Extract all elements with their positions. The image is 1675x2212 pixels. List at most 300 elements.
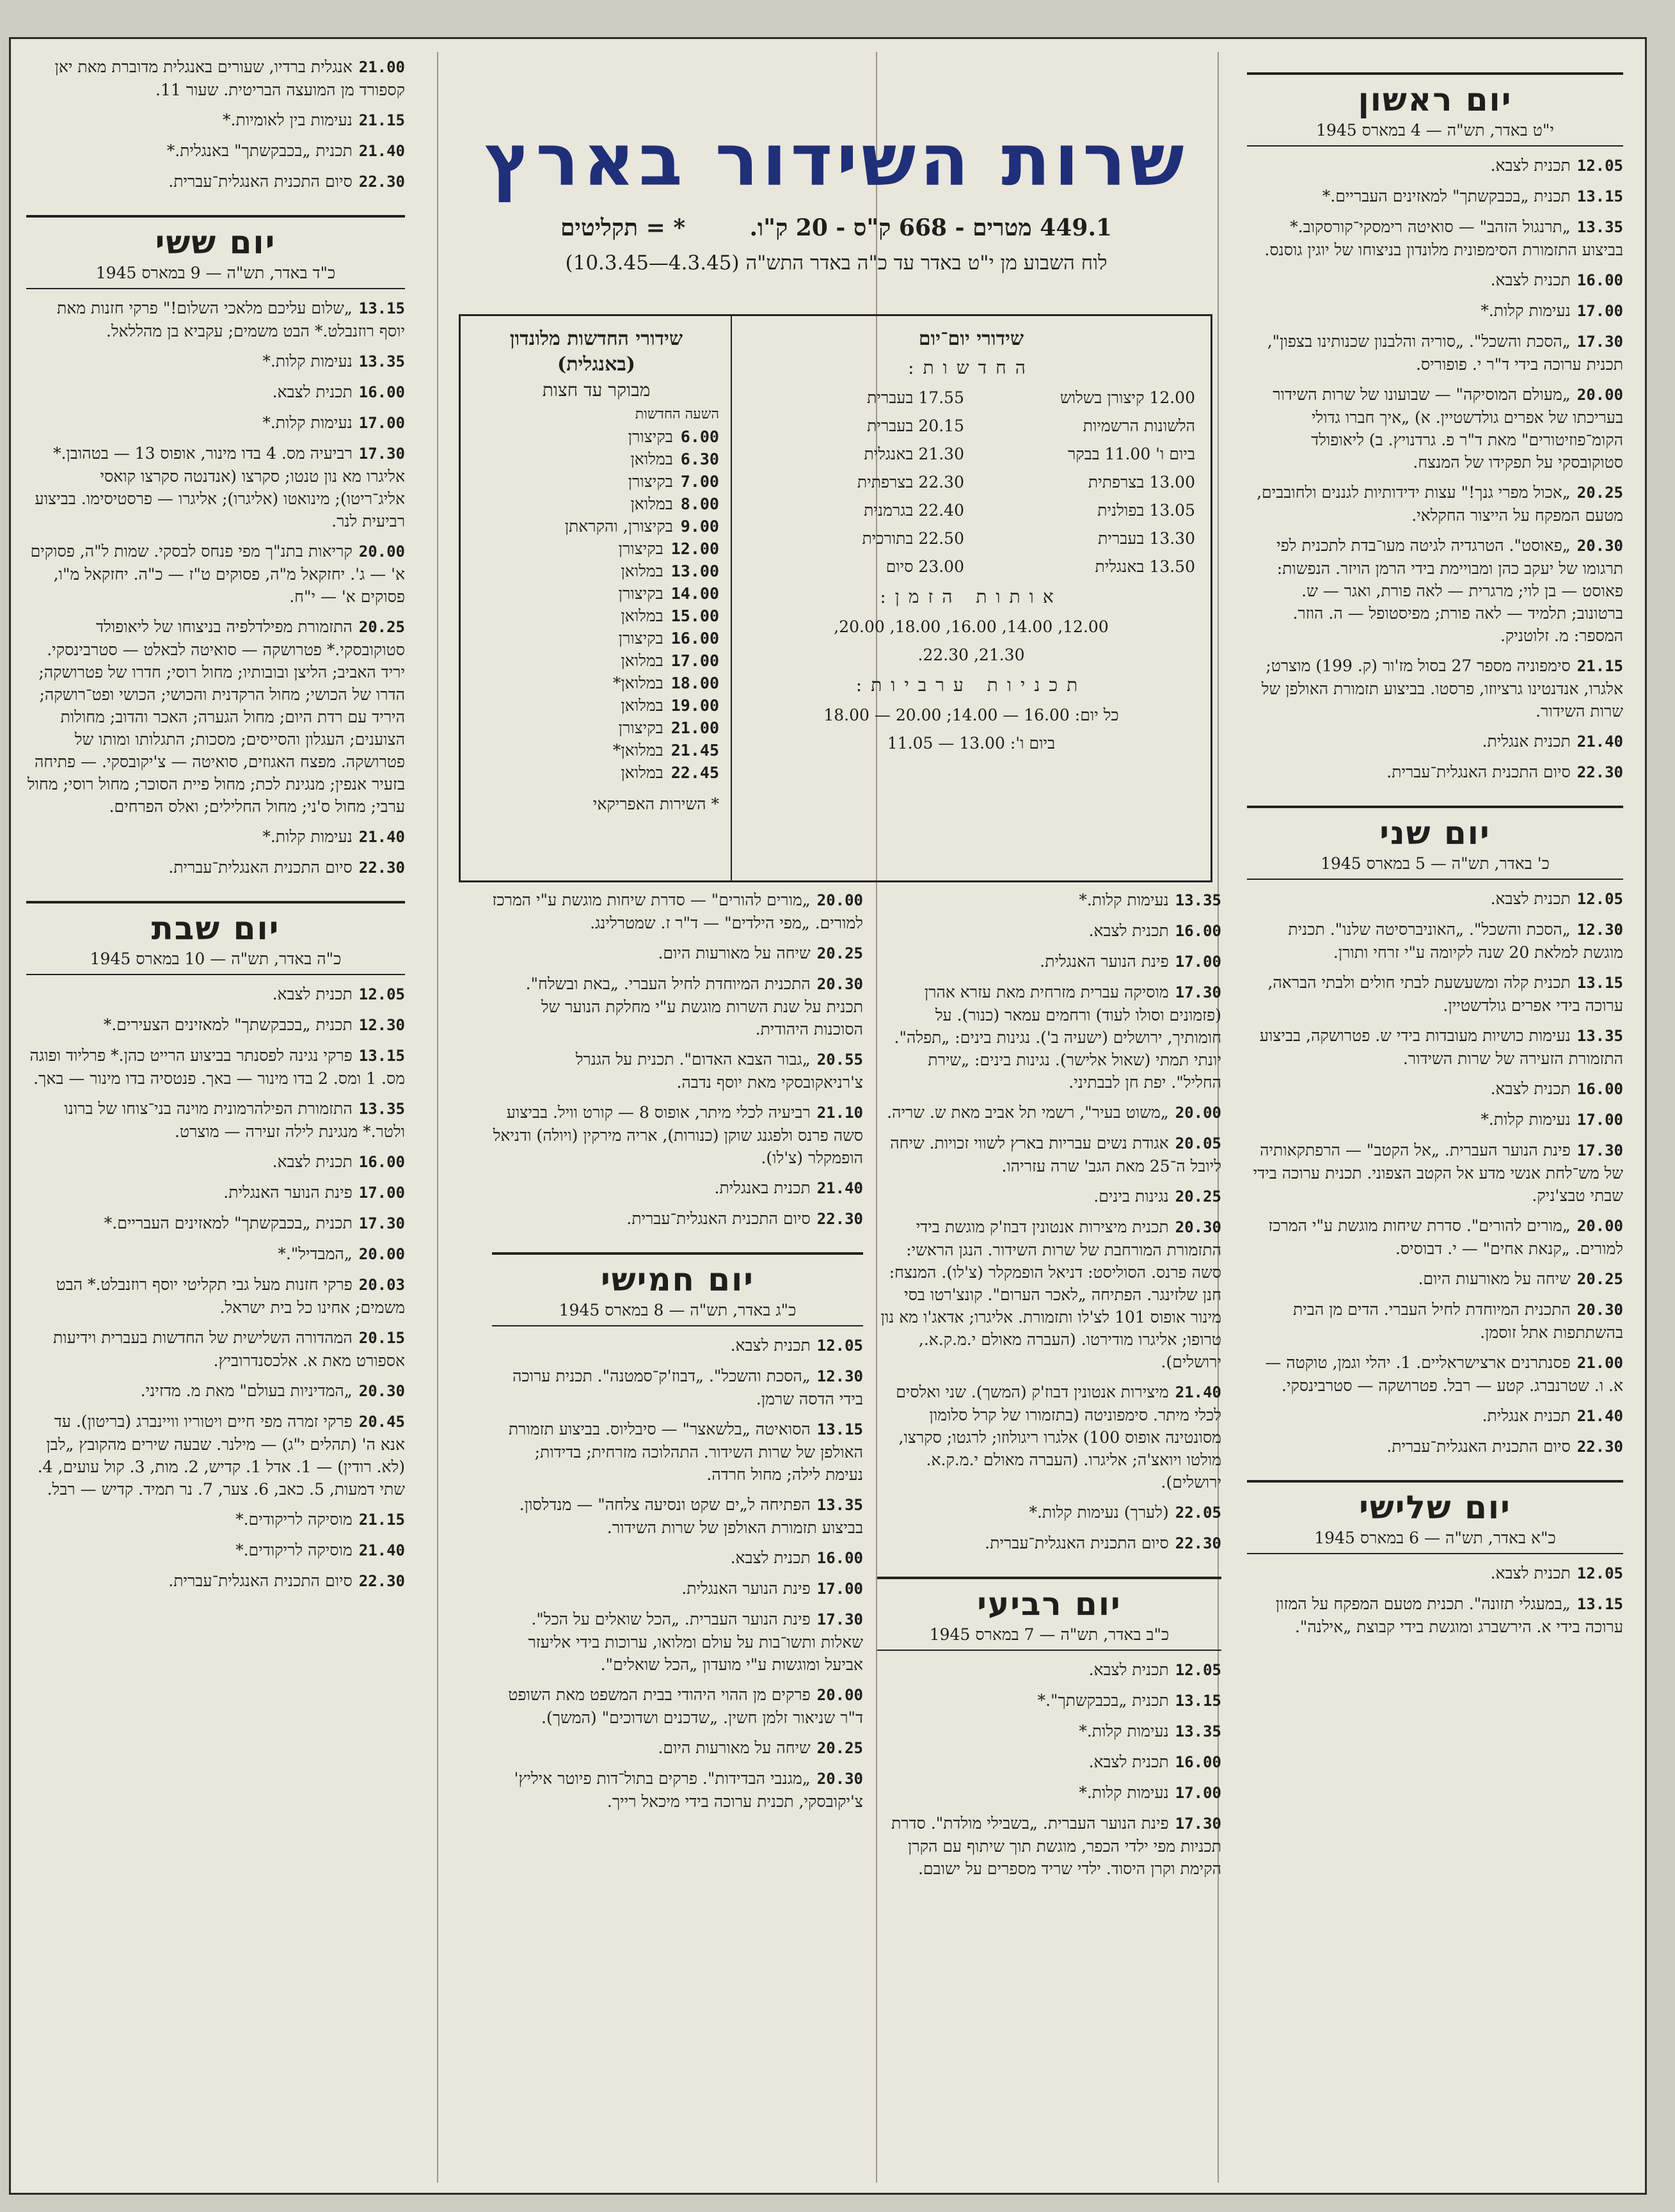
london-type: בקיצורן (618, 539, 663, 558)
program-time: 13.15 (358, 1047, 405, 1065)
london-type: בקיצורן (618, 584, 663, 603)
program-description: פינת הנוער האנגלית. (223, 1183, 353, 1202)
london-row (473, 537, 719, 560)
program-time: 13.15 (1576, 974, 1623, 992)
program-time: 17.30 (1175, 1815, 1221, 1833)
program-description: תכנית „בכבקשתך".* (1037, 1691, 1169, 1710)
program-description: הסואיטה „בלשאצר" — סיבליוס. בביצוע תזמורת האולפן של שרות השידור. התהלוכה מזרחית; בדידות; נעימת לילה; מחול חרדה. (508, 1420, 863, 1484)
program-entry (26, 1014, 405, 1037)
program-entry (1247, 1562, 1623, 1585)
day-date: כ"א באדר, תש"ה — 6 במארס 1945 (1247, 1529, 1623, 1554)
london-row (473, 739, 719, 761)
program-time: 20.00 (816, 891, 863, 909)
day-tuesday-cont (877, 889, 1221, 1555)
london-hour: 18.00 (671, 674, 719, 692)
program-entry (877, 1751, 1221, 1774)
program-description: (לערך) נעימות קלות.* (1029, 1503, 1169, 1522)
london-type: בקיצורן, והקראתן (564, 517, 673, 536)
day-title: יום רביעי (977, 1586, 1122, 1623)
program-entry (1247, 1139, 1623, 1207)
news-cell: 22.50 בתורכית (862, 529, 964, 548)
program-entry (1247, 216, 1623, 261)
program-entry (26, 297, 405, 342)
masthead-frequency (459, 214, 1214, 241)
program-description: שיחה על מאורעות היום. (658, 1739, 811, 1757)
london-hour: 13.00 (671, 562, 719, 580)
program-description: „במעגלי תזונה". תכנית מטעם המפקח על המזון ערוכה בידי א. הירשברג ומוגשת בידי קבוצת „אילנה". (1275, 1595, 1623, 1636)
arabic-programs-line: כל יום: 16.00 — 14.00; 20.00 — 18.00 (823, 706, 1119, 724)
london-row (473, 493, 719, 515)
program-entry (26, 1243, 405, 1266)
program-entry (492, 1608, 863, 1676)
program-entry (877, 889, 1221, 912)
daily-title: שידורי יום־יום (918, 328, 1024, 350)
day-rule (1247, 72, 1623, 75)
london-hour: 6.30 (680, 450, 719, 468)
program-entry (492, 1577, 863, 1600)
program-time: 20.00 (1175, 1104, 1221, 1122)
program-entry (26, 825, 405, 848)
news-cell: 13.30 בעברית (1098, 529, 1195, 548)
london-row (473, 761, 719, 784)
program-description: תכנית לצבא. (1088, 921, 1169, 940)
program-description: תכנית קלה ומשעשעת לבתי חולים ולבתי הבראה, ערוכה בידי אפרים גולדשטיין. (1267, 973, 1623, 1015)
day-thursday-cont (26, 56, 405, 193)
program-entry (492, 1767, 863, 1813)
program-entry (877, 1689, 1221, 1712)
program-time: 12.30 (816, 1367, 863, 1385)
program-time: 17.00 (1576, 1111, 1623, 1129)
program-description: „המבדיל".* (278, 1245, 353, 1263)
program-time: 13.15 (816, 1420, 863, 1438)
day-date: כ"ד באדר, תש"ה — 9 במארס 1945 (26, 264, 405, 289)
day-rule (1247, 1480, 1623, 1483)
program-description: נעימות כושיות מעובדות בידי ש. פטרושקה, בביצוע התזמורת הזעירה של שרות השידור. (1259, 1026, 1623, 1068)
london-hour: 9.00 (680, 517, 719, 536)
london-hour: 21.00 (671, 719, 719, 737)
news-grid (747, 384, 1195, 581)
program-description: שיחה על מאורעות היום. (658, 944, 811, 962)
program-description: פרקים מן ההוי היהודי בבית המשפט מאת השופט ד"ר שניאור זלמן חשין. „שדכנים ושדוכים" (המשך). (508, 1685, 863, 1727)
program-time: 16.00 (1175, 922, 1221, 940)
program-time: 21.40 (1576, 733, 1623, 751)
program-time: 12.05 (1576, 890, 1623, 908)
news-cell: 17.55 בעברית (867, 388, 964, 407)
program-description: פרקי נגינה לפסנתר בביצוע הרייט כהן.* פרליוד ופוגה מס. 1 ומס. 2 בדו מינור — באך. פנטסיה בדו מינור — באך. (29, 1046, 405, 1088)
program-description: „תרנגול הזהב" — סואיטה רימסקי־קורסקוב.* בביצוע התזמורת הסימפונית מלונדון בניצוחו של יוגין גוסנס. (1264, 218, 1623, 259)
program-entry (492, 1177, 863, 1200)
program-time: 22.30 (358, 1572, 405, 1590)
program-time: 13.15 (1576, 1595, 1623, 1613)
day-thursday (492, 1252, 863, 1813)
program-entry (877, 919, 1221, 943)
program-time: 13.15 (1175, 1692, 1221, 1710)
london-hour: 14.00 (671, 584, 719, 603)
london-hour: 12.00 (671, 539, 719, 558)
program-entry (877, 1720, 1221, 1743)
program-description: התזמורת הפילהרמונית מוינה בני־צוחו של ברונו ולטר.* מנגינת לילה זעירה — מוצרט. (64, 1099, 405, 1141)
program-entry (877, 1781, 1221, 1804)
program-entry (492, 1493, 863, 1539)
program-time: 20.15 (358, 1329, 405, 1347)
day-title: יום שלישי (1359, 1489, 1511, 1526)
program-description: פינת הנוער האנגלית. (1040, 952, 1169, 971)
london-row (473, 560, 719, 582)
program-entry (492, 942, 863, 965)
program-description: תכנית מיצירות אנטונין דבוז'ק מוגשת בידי התזמורת המורחבת של שרות השידור. הנגן הראשי: סשה פרנס. הסוליסט: דניאל הופמקלר (צ'לו). המנצח: חנן שלזינגר. הפתיחה „לאכר הערום". קונצ'רטו בסי מינור אופוס 101 לצ'לו ותזמורת. אליגרו; אדאג'ו מא נון טרופו; אליגרו מודירטו. (העברה מאולם י.מ.ק.א., ירושלים). (880, 1218, 1221, 1371)
program-time: 20.30 (1576, 537, 1623, 555)
program-description: התכנית המיוחדת לחיל העברי. „באת ובשלח". תכנית על שנת השרות מוגשת ע"י מחלקת הנוער של הסוכנות היהודית. (525, 975, 863, 1038)
program-time: 20.05 (1175, 1134, 1221, 1152)
program-time: 21.15 (358, 111, 405, 129)
program-entry (1247, 1268, 1623, 1291)
program-description: „מעולם המוסיקה" — שבועונו של שרות השידור בעריכתו של אפרים גולדשטיין. א) „איך חברו גדולי הקומ־פוזיטורים" מאת ד"ר פ. גרדנויץ. ב) ליאופולד סטוקובסקי על תפקידו של המנצח. (1273, 385, 1623, 472)
program-entry (26, 56, 405, 101)
program-description: הפתיחה ל„ים שקט ונסיעה צלחה" — מנדלסון. בביצוע תזמורת האולפן של שרות השידור. (519, 1495, 863, 1537)
program-entry (26, 1097, 405, 1143)
program-entry (26, 411, 405, 434)
program-description: סיום התכנית האנגלית־עברית. (985, 1534, 1169, 1552)
program-description: פרקי חזנות מעל גבי תקליטי יוסף רוזנבלט.* הבט משמים; אחינו כל בית ישראל. (56, 1275, 405, 1317)
program-description: סיום התכנית האנגלית־עברית. (168, 1571, 353, 1590)
program-description: סיום התכנית האנגלית־עברית. (168, 172, 353, 191)
program-time: 17.00 (816, 1580, 863, 1598)
program-description: נעימות קלות.* (262, 413, 353, 432)
program-entry (492, 1365, 863, 1410)
program-time: 20.25 (1576, 1270, 1623, 1288)
program-description: נעימות קלות.* (262, 827, 353, 846)
london-hour: 6.00 (680, 427, 719, 446)
day-wednesday (877, 1577, 1221, 1880)
program-entry (877, 1101, 1221, 1124)
news-cell: 20.15 בעברית (867, 417, 964, 435)
program-description: נעימות קלות.* (1079, 1722, 1169, 1740)
london-row (473, 627, 719, 649)
program-entry (877, 1501, 1221, 1524)
program-description: המהדורה השלישית של החדשות בעברית וידיעות אספורט מאת א. אלכסנדרוביץ. (52, 1328, 405, 1370)
program-time: 17.00 (1175, 953, 1221, 971)
masthead-title: שרות השידור בארץ (484, 119, 1188, 202)
program-time: 16.00 (358, 1153, 405, 1171)
program-time: 17.30 (1175, 983, 1221, 1001)
program-entry (877, 1185, 1221, 1208)
program-description: התזמורת מפילדלפיה בניצוחו של ליאופולד סטוקובסקי.* פטרושקה — סואיטה לבאלט — סטרבינסקי. יריד האביב; הליצן ובובותיו; מחול רוסי; חדרו של פטרושקה; הדרו של הכושי; מחול הרקדנית והכושי; הכושי ופט־רושקה; היריד עם רדת היום; מחול הגערה; האכר והדוב; מחולות הצוענים; העגלון והסייסים; מסכות; התגלותו ומותו של פטרושקה. מפצח האגוזים, סואיטה — צ'יקובסקי. — פתיחה בזעיר אנפין; מנגינת לכת; מחול פיית הסוכר; מחול רוסי; מחול ערבי; מחול ס'ני; מחול החלילים; ואלס הפרחים. (27, 617, 405, 816)
day-title: יום שבת (151, 910, 280, 947)
day-date: כ"ג באדר, תש"ה — 8 במארס 1945 (492, 1301, 863, 1326)
london-hour: 17.00 (671, 651, 719, 670)
records-note: * = תקליטים (560, 214, 686, 241)
london-row (473, 448, 719, 470)
program-description: תכנית לצבא. (1490, 1564, 1571, 1582)
london-hour: 15.00 (671, 607, 719, 625)
time-signals-line: 21.30, 22.30. (917, 646, 1025, 664)
program-description: פסנתרנים ארצישראליים. 1. יהלי וגמן, טוקטה — א. ו. שטרנברג. קטע — רבל. פטרושקה — סטרבינסקי. (1265, 1353, 1623, 1395)
day-tuesday (1247, 1480, 1623, 1638)
program-entry (877, 1381, 1221, 1493)
day-title: יום שני (1379, 815, 1491, 852)
program-description: תכנית באנגלית. (714, 1179, 811, 1197)
london-news (461, 316, 732, 880)
program-time: 21.10 (816, 1104, 863, 1122)
arabic-programs-label: תכניות ערביות: (855, 674, 1087, 696)
program-entry (26, 109, 405, 132)
program-time: 13.35 (1576, 218, 1623, 236)
program-description: „משוט בעיר", רשמי תל אביב מאת ש. שריה. (887, 1103, 1169, 1122)
london-hour: 8.00 (680, 495, 719, 513)
program-time: 17.30 (358, 445, 405, 463)
program-entry (492, 1101, 863, 1169)
program-entry (1247, 918, 1623, 964)
program-description: „המדיניות בעולם" מאת מ. מדזיני. (140, 1381, 353, 1400)
program-description: שיחה על מאורעות היום. (1418, 1269, 1571, 1288)
program-description: תכנית לצבא. (730, 1548, 811, 1567)
day-date: כ"ב באדר, תש"ה — 7 במארס 1945 (877, 1625, 1221, 1651)
program-time: 22.05 (1175, 1504, 1221, 1522)
program-entry (1247, 185, 1623, 208)
program-time: 17.30 (1576, 333, 1623, 351)
program-time: 20.25 (1576, 484, 1623, 502)
program-time: 20.25 (358, 618, 405, 636)
program-description: תכנית לצבא. (1490, 1079, 1571, 1098)
program-entry (26, 1044, 405, 1090)
program-entry (26, 170, 405, 193)
program-entry (877, 981, 1221, 1094)
program-description: תכנית לצבא. (1088, 1660, 1169, 1679)
program-time: 22.30 (358, 859, 405, 877)
program-entry (26, 856, 405, 879)
london-type: במלואן (630, 495, 673, 513)
program-description: „אכול מפרי גנך!" עצות ידידותיות לגננים ולחובבים, מטעם המפקח על הייצור החקלאי. (1257, 483, 1623, 525)
program-description: נעימות קלות.* (262, 352, 353, 370)
program-time: 17.00 (1175, 1784, 1221, 1802)
program-entry (26, 616, 405, 818)
day-rule (26, 215, 405, 218)
london-hour: 22.45 (671, 763, 719, 782)
program-time: 17.30 (1576, 1142, 1623, 1159)
london-type: במלואן (621, 763, 663, 782)
program-time: 20.00 (358, 1245, 405, 1263)
program-time: 12.30 (358, 1016, 405, 1034)
program-entry (26, 1212, 405, 1235)
day-rule (1247, 806, 1623, 808)
program-description: נעימות קלות.* (1079, 1783, 1169, 1802)
program-description: תכנית „בכבקשתך" למאזינים העבריים.* (104, 1214, 353, 1232)
program-time: 12.05 (816, 1337, 863, 1355)
program-entry (492, 1418, 863, 1486)
program-entry (1247, 154, 1623, 177)
program-time: 20.00 (1576, 1217, 1623, 1235)
program-time: 20.30 (358, 1382, 405, 1400)
news-cell: 23.00 סיום (885, 557, 964, 576)
program-time: 12.05 (1576, 157, 1623, 175)
london-type: בקיצורן (628, 427, 673, 446)
week-range: לוח השבוע מן י"ט באדר עד כ"ה באדר התש"ה (4.3.45—10.3.45) (565, 251, 1107, 275)
program-entry (877, 1532, 1221, 1555)
program-description: רביעיה מס. 4 בדו מינור, אופוס 13 — בטהובן.* אליגרו מא נון טנטו; סקרצו (אנדנטה סקרצו קואסי אליג־ריטו); מינואטו (אליגרו); אליגרו — פרסטיסימו. בביצוע רביעית לנר. (35, 444, 405, 530)
program-description: תכנית „בכבקשתך" למאזינים הצעירים.* (103, 1015, 353, 1034)
program-time: 17.30 (816, 1611, 863, 1628)
african-note: * השירות האפריקאי (592, 795, 719, 813)
program-time: 22.30 (358, 173, 405, 191)
program-time: 20.00 (358, 543, 405, 561)
program-entry (26, 1380, 405, 1403)
program-time: 17.30 (358, 1214, 405, 1232)
program-entry (26, 1508, 405, 1531)
program-description: „פאוסט". הטרגדיה לגיטה מעו־בדת לתכנית לפי תרגומו של יעקב כהן ומבויימת בידי הרמן הויזר. הנפשות: פאוסט — בן לוי; מרגרית — לאה פורת, ואגר — ש. ברטונוב; תלמיד — לאה פורת; מפיסטופל — ה. הוזר. המספר: מ. זלוטניק. (1276, 536, 1623, 645)
program-time: 22.30 (1175, 1534, 1221, 1552)
program-description: קריאות בתנ"ך מפי פנחס לבסקי. שמות ל"ה, פסוקים א' — ג'. יחזקאל מ"ה, פסוקים ט"ז — כ"ה. יחזקאל מ"ו, פסוקים א' — י"ח. (30, 542, 405, 606)
program-description: אגודת נשים עבריות בארץ לשווי זכויות. שיחה ליובל ה־25 מאת הגב' שרה עזריהו. (890, 1134, 1221, 1175)
program-time: 16.00 (1576, 1080, 1623, 1098)
program-description: נעימות קלות.* (1079, 891, 1169, 909)
masthead (459, 116, 1214, 275)
london-row (473, 605, 719, 627)
london-row (473, 672, 719, 694)
program-time: 16.00 (1175, 1753, 1221, 1771)
london-subtitle: מבוקר עד חצות (542, 379, 651, 401)
program-time: 16.00 (1576, 271, 1623, 289)
program-time: 20.55 (816, 1051, 863, 1069)
day-title: יום ששי (155, 224, 276, 261)
program-time: 21.40 (1175, 1383, 1221, 1401)
program-time: 13.35 (1175, 891, 1221, 909)
program-entry (492, 1547, 863, 1570)
program-time: 13.35 (358, 353, 405, 370)
program-entry (877, 1812, 1221, 1880)
column-1 (1247, 51, 1623, 1646)
program-time: 20.30 (1175, 1218, 1221, 1236)
program-description: פינת הנוער האנגלית. (681, 1579, 811, 1598)
column-3 (492, 889, 863, 1820)
program-entry (26, 139, 405, 163)
day-monday (1247, 806, 1623, 1458)
frequency-text: 449.1 מטרים - 668 ק"ס - 20 ק"ו. (749, 214, 1113, 241)
program-entry (26, 442, 405, 532)
program-time: 21.40 (816, 1179, 863, 1197)
program-entry (877, 1132, 1221, 1177)
program-entry (877, 1659, 1221, 1682)
program-entry (1247, 761, 1623, 784)
program-time: 13.35 (1576, 1027, 1623, 1045)
program-time: 17.00 (1576, 302, 1623, 320)
program-description: סיום התכנית האנגלית־עברית. (1386, 763, 1571, 781)
program-description: „מורים להורים". סדרת שיחות מוגשת ע"י המרכז למורים. „קנאת אחים" — י. דבוסיס. (1268, 1216, 1623, 1258)
program-description: תכנית לצבא. (1490, 889, 1571, 908)
program-entry (1247, 534, 1623, 647)
london-hour: 7.00 (680, 472, 719, 491)
program-entry (26, 1410, 405, 1500)
time-signals-line: 12.00, 14.00, 16.00, 18.00, 20.00, (834, 617, 1109, 636)
day-rule (26, 901, 405, 903)
london-type: בקיצורן (618, 629, 663, 648)
day-friday (26, 215, 405, 879)
program-description: סיום התכנית האנגלית־עברית. (168, 858, 353, 877)
program-time: 20.30 (816, 1770, 863, 1788)
program-description: תכנית אנגלית. (1482, 1406, 1571, 1425)
london-type: במלואן (621, 651, 663, 670)
london-type: במלואן (621, 607, 663, 625)
program-entry (1247, 383, 1623, 473)
day-wednesday-cont (492, 889, 863, 1230)
column-2 (877, 889, 1221, 1888)
program-entry (1247, 730, 1623, 753)
program-description: תכנית „בכבקשתך" באנגלית.* (166, 141, 353, 160)
program-time: 20.25 (816, 944, 863, 962)
program-description: סיום התכנית האנגלית־עברית. (626, 1209, 811, 1228)
london-type: במלואן* (612, 674, 663, 692)
program-entry (1247, 269, 1623, 292)
program-description: „הסכת והשכל". „האוניברסיטה שלנו". תכנית מוגשת למלאת 20 שנה לקיומה ע"י זרחי ותורן. (1288, 920, 1623, 962)
program-time: 21.15 (358, 1511, 405, 1529)
london-row (473, 694, 719, 717)
london-hour-label: השעה החדשות (635, 406, 719, 422)
program-entry (26, 1150, 405, 1174)
program-entry (1247, 1435, 1623, 1458)
news-cell: ביום ו' 11.00 בבקר (1067, 445, 1195, 463)
program-time: 20.30 (1576, 1301, 1623, 1319)
program-entry (1247, 1108, 1623, 1131)
london-type: במלואן (630, 450, 673, 468)
program-description: „שלום עליכם מלאכי השלום!" פרקי חזנות מאת יוסף רוזנבלט.* הבט משמים; עקביא בן מהללאל. (56, 299, 405, 340)
column-divider (437, 52, 438, 2183)
program-time: 21.00 (1576, 1354, 1623, 1372)
program-description: פרקי זמרה מפי חיים ויטוריו וויינברג (בריטון). עד אנא ה' (תהלים י"ג) — מילנר. שבעה שירים מהקובץ „לבן (לא. רודין) — 1. אדל 1. קדיש, 2. מות, 3. קול עועים, 4. שתי דמעות, 5. כאב, 6. צער, 7. נר תמיד. קדיש — רבל. (37, 1412, 405, 1499)
london-row (473, 717, 719, 739)
program-entry (1247, 330, 1623, 376)
day-date: כ' באדר, תש"ה — 5 במארס 1945 (1247, 854, 1623, 880)
program-description: פינת הנוער העברית. „בשבילי מולדת". סדרת תכניות מפי ילדי הכפר, מוגשת תוך שיתוף עם הקרן הקימת וקרן היסוד. ילדי שריד מספרים על ישובם. (891, 1814, 1221, 1878)
program-description: פינת הנוער העברית. „הכל שואלים על הכל". שאלות ותשו־בות על עולם ומלואו, ערוכות בידי אליעזר אביעל ומוגשות ע"י מועדון „הכל שואלים". (528, 1610, 863, 1674)
program-entry (877, 950, 1221, 973)
day-date: י"ט באדר, תש"ה — 4 במארס 1945 (1247, 121, 1623, 147)
program-time: 20.03 (358, 1276, 405, 1294)
news-cell: 12.00 קיצורן בשלוש (1060, 388, 1195, 407)
london-hour: 21.45 (671, 741, 719, 760)
program-description: נגינות בינים. (1093, 1187, 1169, 1205)
program-entry (492, 973, 863, 1040)
program-description: סימפוניה מספר 27 בסול מז'ור (ק. 199) מוצרט; אלגרו, אנדנטינו גרציוזו, פרסטו. בביצוע תזמורת האולפן של שרות השידור. (1261, 656, 1623, 720)
program-description: תכנית אנגלית. (1482, 732, 1571, 751)
program-time: 13.15 (358, 299, 405, 317)
program-entry (26, 1273, 405, 1319)
program-time: 12.05 (1175, 1661, 1221, 1679)
program-entry (26, 1181, 405, 1204)
program-description: תכנית לצבא. (730, 1336, 811, 1355)
program-description: „גבור הצבא האדום". תכנית על הגנרל צ'רניאקובסקי מאת יוסף נדבה. (575, 1050, 863, 1092)
london-title: שידורי החדשות מלונדון (באנגלית) (509, 328, 683, 376)
day-rule (492, 1252, 863, 1255)
program-entry (492, 889, 863, 934)
program-description: התכנית המיוחדת לחיל העברי. הדים מן הבית בהשתתפות אתל זוסמן. (1292, 1300, 1623, 1342)
program-description: „הסכת והשכל". „סוריה והלבנון שכנותינו בצפון", תכנית ערוכה בידי ד"ר י. פופוריס. (1267, 332, 1623, 374)
column-4 (26, 51, 405, 1600)
program-time: 21.40 (358, 142, 405, 160)
program-description: סיום התכנית האנגלית־עברית. (1386, 1437, 1571, 1456)
program-description: מוסיקה לריקודים.* (235, 1541, 353, 1559)
program-entry (1247, 481, 1623, 527)
program-entry (877, 1216, 1221, 1373)
london-row (473, 582, 719, 605)
program-time: 21.40 (358, 828, 405, 846)
news-cell: 21.30 באנגלית (864, 445, 964, 463)
london-rows (473, 426, 719, 784)
london-hour: 19.00 (671, 696, 719, 715)
program-entry (492, 1737, 863, 1760)
program-entry (492, 1207, 863, 1230)
program-description: נעימות קלות.* (1481, 301, 1571, 320)
program-time: 13.15 (1576, 187, 1623, 205)
program-time: 13.35 (358, 1100, 405, 1118)
